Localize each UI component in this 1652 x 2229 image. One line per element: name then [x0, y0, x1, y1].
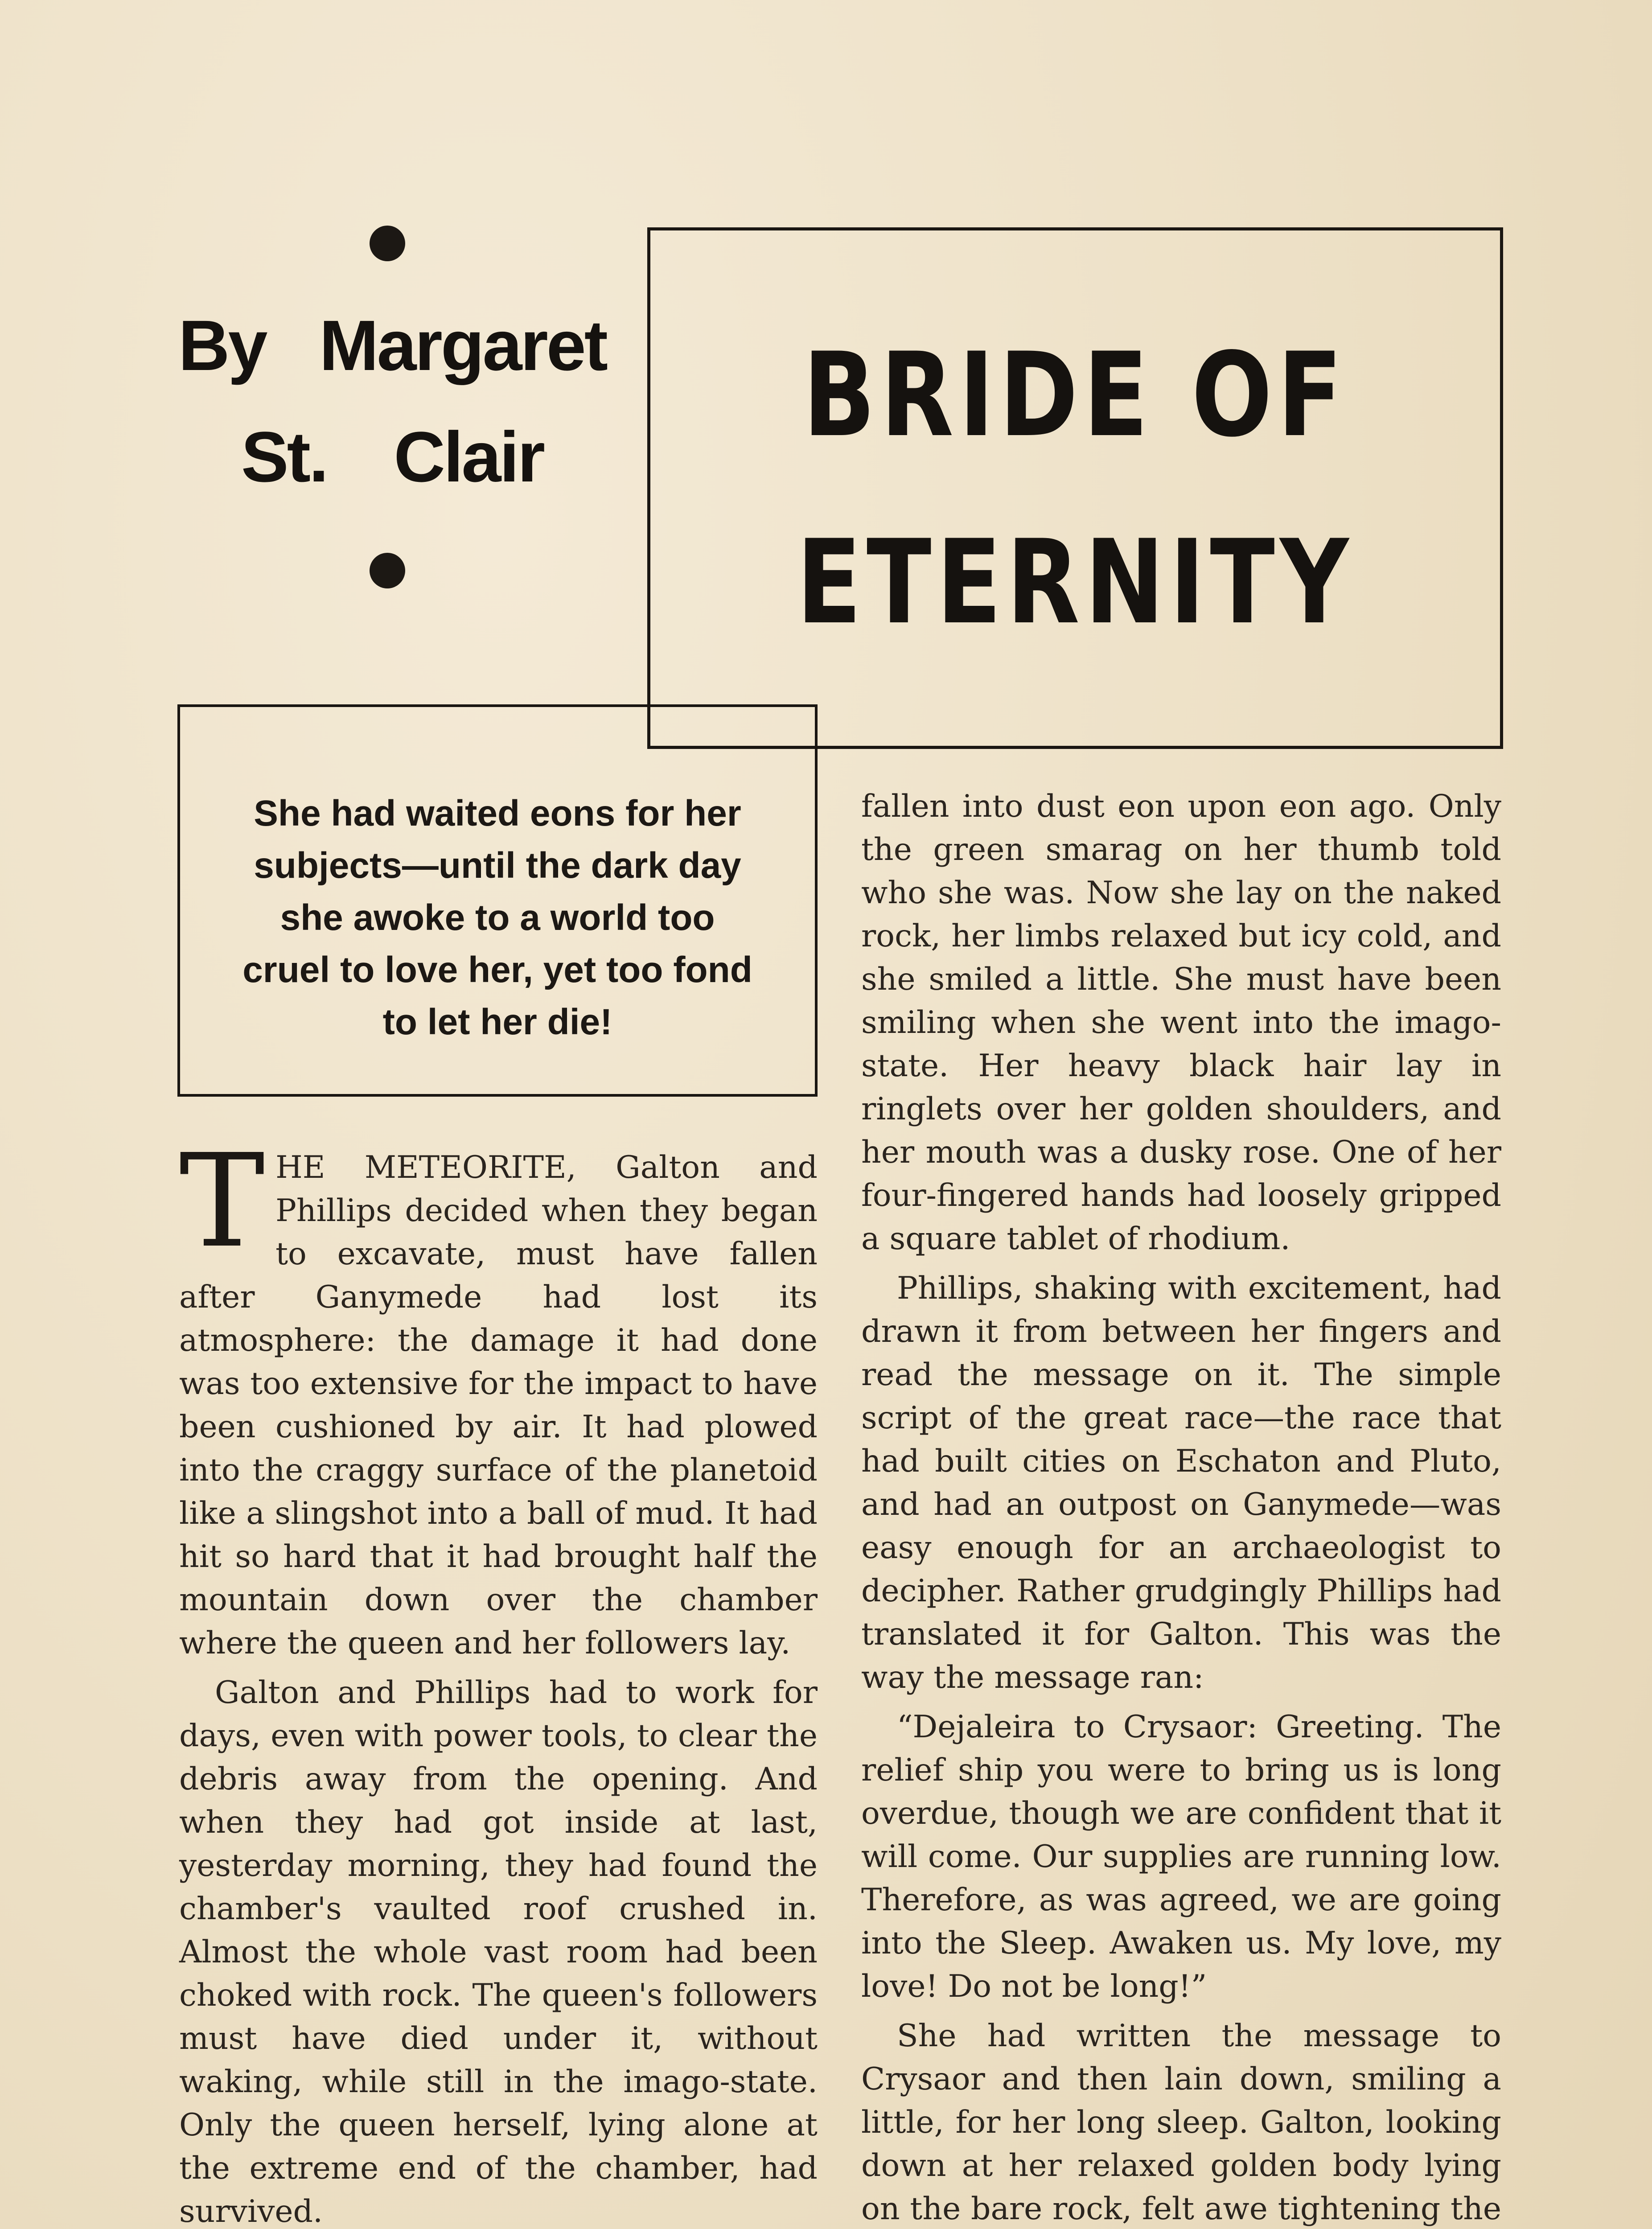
story-right-column [861, 785, 1501, 2229]
story-paragraph: THE METEORITE, Galton and Phillips decided when they began to excavate, must have fallen after Ganymede had lost its atmosphere: the damage it had done was too extensive for the impact to have been cushioned by air. It had plowed into the craggy surface of the planetoid like a slingshot into a ball of mud. It had hit so hard that it had brought half the mountain down over the chamber where the queen and her followers lay. [179, 1127, 818, 1661]
blurb-box [177, 704, 818, 1097]
drop-cap: T [179, 1127, 265, 1276]
byline-st: St. [241, 417, 327, 497]
story-left-column [179, 1127, 818, 2229]
title-line-1: BRIDE OF [803, 328, 1348, 463]
story-paragraph: fallen into dust eon upon eon ago. Only the green smarag on her thumb told who she was. Now she lay on the naked rock, her limbs relaxed but icy cold, and she smiled a little. She must have been smiling when she went into the imago-state. Her heavy black hair lay in ringlets over her golden shoulders, and her mouth was a dusky rose. One of her four-fingered hands had loosely gripped a square tablet of rhodium. [861, 788, 1501, 1257]
story-paragraph: Phillips, shaking with excitement, had drawn it from between her fingers and read the message on it. The simple script of the great race—the race that had built cities on Eschaton and Pluto, and had an outpost on Ganymede—was easy enough for an archaeologist to decipher. Rather grudgingly Phillips had translated it for Galton. This was the way the message ran: [861, 1270, 1501, 1695]
blurb-text: She had waited eons for her subjects—until the dark day she awoke to a world too cruel to love her, yet too fond to let her die! [242, 793, 752, 1042]
story-paragraph: She had written the message to Crysaor and then lain down, smiling a little, for her long sleep. Galton, looking down at her relaxed golden body lying on the bare rock, felt awe tightening the [861, 2018, 1501, 2227]
byline-first-name: Margaret [319, 305, 606, 385]
bottom-dot-ornament [370, 553, 405, 588]
top-dot-ornament [370, 226, 405, 261]
byline [178, 290, 606, 513]
byline-by: By [178, 305, 266, 385]
title [727, 230, 1424, 676]
story-paragraph: Galton and Phillips had to work for days, even with power tools, to clear the debris away from the opening. And when they had got inside at last, yesterday morning, they had found the chamber's vaulted roof crushed in. Almost the whole vast room had been choked with rock. The queen's followers must have died under it, without waking, while still in the imago-state. Only the queen herself, lying alone at the extreme end of the chamber, had survived. [179, 1674, 818, 2229]
title-line-2: ETERNITY [796, 515, 1354, 650]
byline-last-name: Clair [394, 417, 544, 497]
story-paragraph: “Dejaleira to Crysaor: Greeting. The relief ship you were to bring us is long overdue, though we are confident that it will come. Our supplies are running low. Therefore, as was agreed, we are going into the Sleep. Awaken us. My love, my love! Do not be long!” [861, 1709, 1501, 2004]
title-box [647, 227, 1503, 749]
